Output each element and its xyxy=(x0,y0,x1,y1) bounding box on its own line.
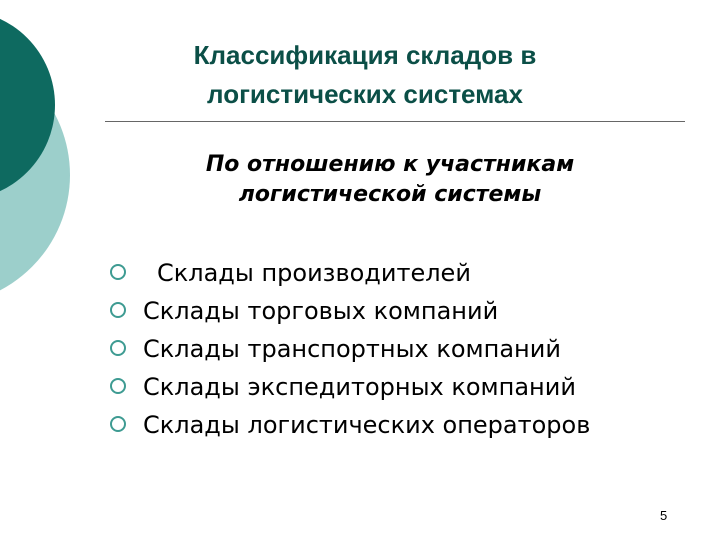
list-item-text: Склады производителей xyxy=(157,259,471,287)
bullet-ring-icon xyxy=(110,416,126,432)
list-item xyxy=(110,368,590,406)
list-item-text: Склады торговых компаний xyxy=(143,297,499,325)
slide-title xyxy=(140,36,590,114)
title-divider xyxy=(105,121,685,122)
page-number: 5 xyxy=(660,508,668,523)
list-item xyxy=(110,254,590,292)
list-item xyxy=(110,330,590,368)
list-item-text: Склады экспедиторных компаний xyxy=(143,373,576,401)
decorative-circles xyxy=(0,0,80,300)
list-item-text: Склады транспортных компаний xyxy=(143,335,561,363)
subtitle-line: По отношению к участникам xyxy=(205,152,575,177)
bullet-list xyxy=(110,254,590,444)
bullet-ring-icon xyxy=(110,302,126,318)
list-item-text: Склады логистических операторов xyxy=(143,411,591,439)
list-item xyxy=(110,292,590,330)
list-item xyxy=(110,406,590,444)
bullet-ring-icon xyxy=(110,340,126,356)
slide-subtitle xyxy=(150,150,630,210)
subtitle-line: логистической системы xyxy=(238,182,542,207)
bullet-ring-icon xyxy=(110,264,126,280)
bullet-ring-icon xyxy=(110,378,126,394)
title-line: логистических системах xyxy=(207,79,523,109)
title-line: Классификация складов в xyxy=(193,40,537,70)
